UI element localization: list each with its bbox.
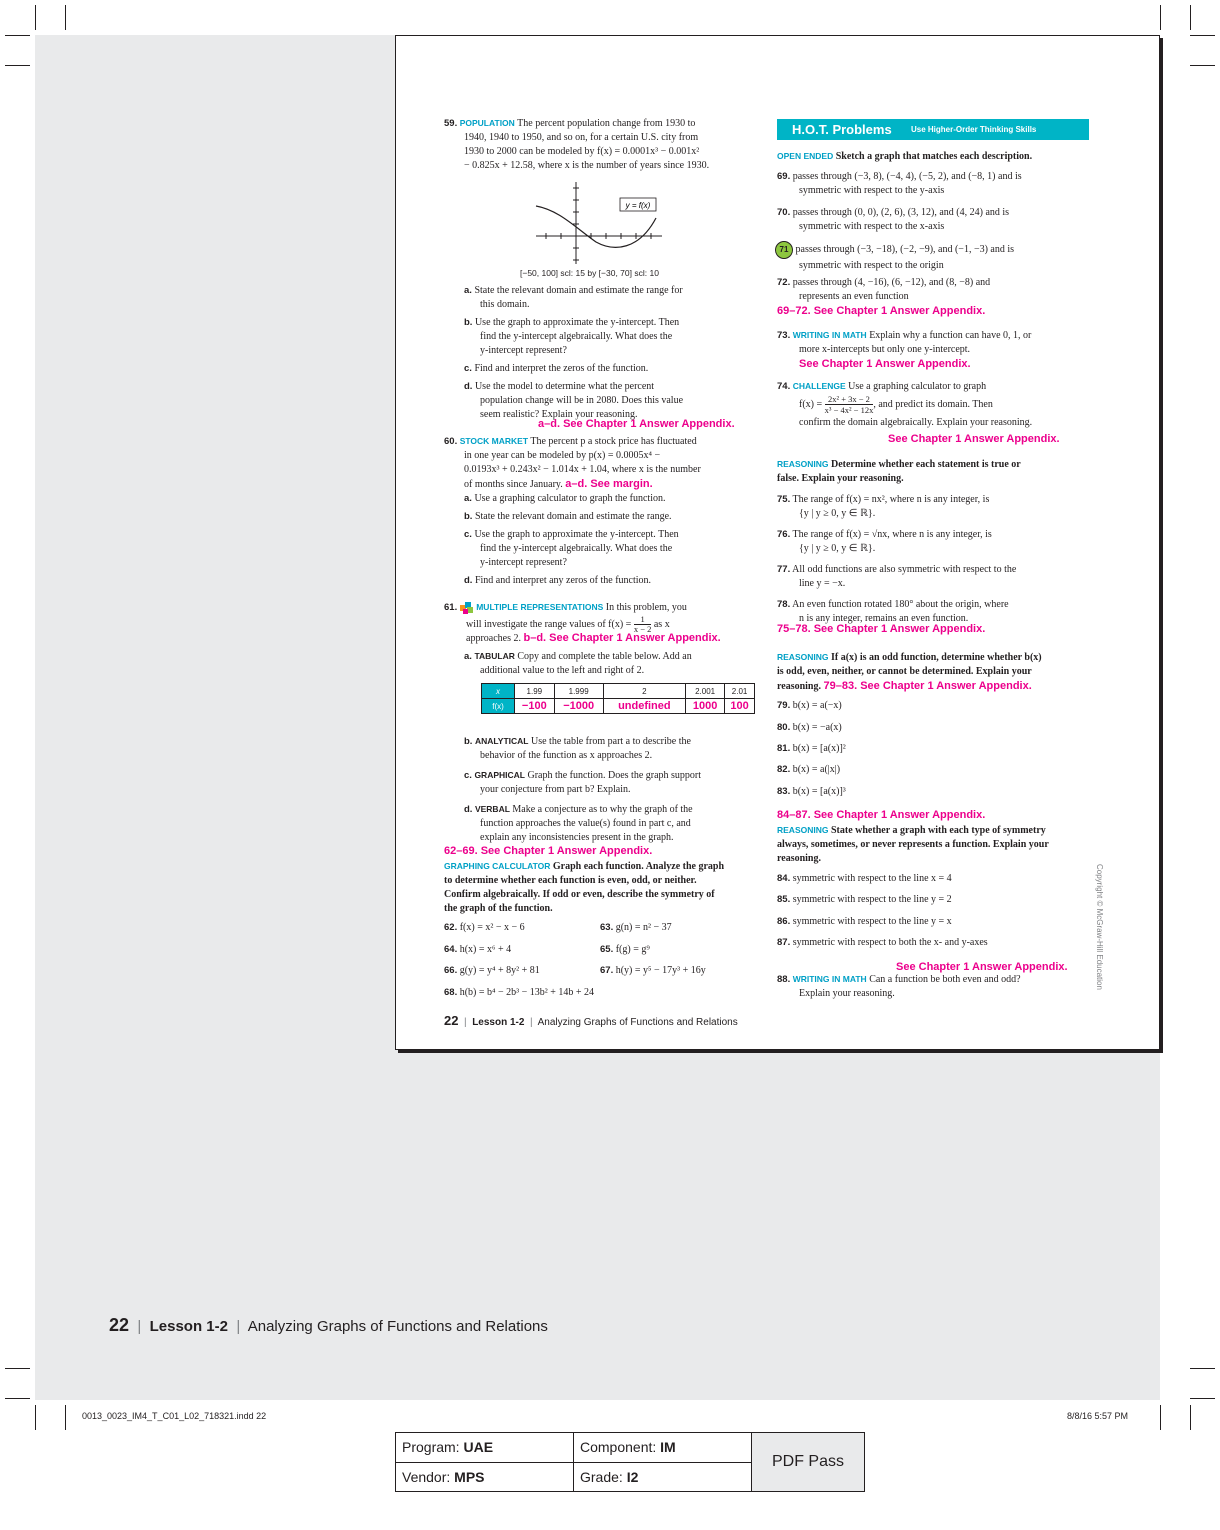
text: Confirm algebraically. If odd or even, describe the symmetry of	[444, 889, 715, 900]
page-footer: 22 | Lesson 1-2 | Analyzing Graphs of Functions and Relations	[444, 1013, 738, 1028]
text: An even function rotated 180° about the origin, where	[792, 599, 1009, 610]
text: In this problem, you	[605, 602, 687, 613]
part-label: a.	[464, 493, 472, 504]
answer-note: a–d. See margin.	[565, 478, 653, 490]
lesson-title: Analyzing Graphs of Functions and Relations	[247, 1318, 548, 1335]
text: b(x) = [a(x)]³	[792, 786, 846, 797]
component-cell	[574, 1433, 752, 1463]
question-71	[777, 241, 1087, 273]
text: will investigate the range values of f(x) =	[466, 618, 632, 630]
text: passes through (−3, −18), (−2, −9), and (−1, −3) and is	[795, 244, 1015, 255]
page-number: 22	[109, 1315, 130, 1335]
question-number: 87.	[777, 937, 791, 948]
question-number: 78.	[777, 599, 791, 610]
text: false. Explain your reasoning.	[777, 473, 904, 484]
section-tag: WRITING IN MATH	[792, 330, 867, 340]
answer-note: See Chapter 1 Answer Appendix.	[896, 961, 1068, 973]
text: h(b) = b⁴ − 2b³ − 13b² + 14b + 24	[459, 987, 595, 998]
text: of months since January.	[464, 479, 563, 490]
lesson-label: Lesson 1-2	[149, 1318, 228, 1335]
text: function approaches the value(s) found in part c, and	[480, 818, 691, 829]
question-61-parts	[464, 734, 764, 845]
exercise-66	[444, 964, 540, 978]
question-72	[777, 276, 1087, 304]
question-number: 69.	[777, 171, 791, 182]
text: Use the model to determine what the percent	[474, 381, 655, 392]
text: y-intercept represent?	[480, 345, 567, 356]
text: State whether a graph with each type of symmetry	[830, 825, 1046, 836]
text: represents an even function	[799, 291, 909, 302]
table-cell: f(x)	[482, 699, 515, 714]
text: The percent p a stock price has fluctuated	[530, 436, 697, 447]
part-label: b.	[464, 511, 473, 522]
part-label: b.	[464, 317, 473, 328]
text: Sketch a graph that matches each description.	[835, 151, 1033, 162]
exercise-85	[777, 893, 952, 907]
part-tag: ANALYTICAL	[474, 736, 529, 746]
question-number: 72.	[777, 277, 791, 288]
table-cell: x	[482, 684, 515, 699]
fraction-denominator: x³ − 4x² − 12x	[824, 405, 874, 415]
answer-note: b–d. See Chapter 1 Answer Appendix.	[523, 632, 721, 644]
text: explain any inconsistencies present in the graph.	[480, 832, 674, 843]
page-image	[395, 35, 1160, 1050]
label: Vendor:	[402, 1468, 451, 1485]
program-cell	[396, 1433, 574, 1463]
text: State the relevant domain and estimate the range for	[474, 285, 683, 296]
text: Use a graphing calculator to graph	[848, 381, 987, 392]
values-table	[481, 683, 755, 714]
table-row	[482, 684, 755, 699]
part-tag: TABULAR	[474, 651, 515, 661]
text: Find and interpret the zeros of the function.	[474, 363, 649, 374]
exercise-82	[777, 763, 840, 777]
crop-mark	[5, 65, 30, 66]
text: All odd functions are also symmetric with respect to the	[792, 564, 1017, 575]
table-row	[396, 1433, 865, 1463]
question-number: 60.	[444, 436, 458, 447]
part-tag: GRAPHICAL	[474, 770, 525, 780]
section-tag: MULTIPLE REPRESENTATIONS	[476, 602, 604, 612]
question-number: 83.	[777, 786, 791, 797]
question-number: 85.	[777, 894, 791, 905]
text: b(x) = a(|x|)	[792, 764, 841, 775]
text: f(x) =	[799, 398, 823, 410]
text: reasoning.	[777, 681, 821, 692]
text: Use the graph to approximate the y-intercept. Then	[474, 529, 679, 540]
fraction-denominator: x − 2	[633, 624, 652, 634]
part-label: c.	[464, 363, 472, 374]
print-slug-table	[395, 1432, 865, 1492]
table-cell: 1.99	[515, 684, 555, 699]
text: f(g) = g⁹	[615, 944, 650, 955]
question-number: 84.	[777, 873, 791, 884]
section-tag: STOCK MARKET	[459, 436, 529, 446]
text: symmetric with respect to the line y = 2	[792, 894, 952, 905]
question-number: 61.	[444, 602, 458, 613]
lesson-label: Lesson 1-2	[472, 1017, 525, 1028]
question-number: 77.	[777, 564, 791, 575]
text: is odd, even, neither, or cannot be determined. Explain your	[777, 666, 1032, 677]
text: your conjecture from part b? Explain.	[480, 784, 631, 795]
question-number: 88.	[777, 974, 791, 985]
question-number: 64.	[444, 944, 458, 955]
answer-note: 62–69. See Chapter 1 Answer Appendix.	[444, 845, 653, 857]
question-73	[777, 328, 1087, 371]
section-tag: REASONING	[777, 459, 829, 469]
crop-mark	[35, 1405, 36, 1430]
text: approaches 2.	[466, 633, 521, 644]
question-76	[777, 528, 1087, 556]
part-label: b.	[464, 736, 473, 747]
table-cell: undefined	[603, 699, 685, 714]
section-tag: GRAPHING CALCULATOR	[444, 861, 551, 871]
part-label: c.	[464, 529, 472, 540]
grade-cell	[574, 1462, 752, 1492]
text: The range of f(x) = nx², where n is any integer, is	[792, 494, 990, 505]
section-tag: REASONING	[777, 652, 829, 662]
question-59-parts	[464, 284, 754, 422]
table-cell: −100	[515, 699, 555, 714]
question-number: 65.	[600, 944, 614, 955]
text: Explain why a function can have 0, 1, or	[869, 330, 1032, 341]
crop-mark	[1190, 65, 1215, 66]
text: additional value to the left and right of 2.	[480, 665, 645, 676]
crop-mark	[1160, 1405, 1161, 1430]
section-tag: OPEN ENDED	[777, 151, 834, 161]
section-tag: WRITING IN MATH	[792, 974, 867, 984]
question-number: 79.	[777, 700, 791, 711]
page-number: 22	[444, 1013, 459, 1028]
question-70	[777, 206, 1087, 234]
exercise-65	[600, 943, 650, 957]
table-cell: −1000	[554, 699, 603, 714]
table-cell: 1.999	[554, 684, 603, 699]
table-cell: 2	[603, 684, 685, 699]
text: 1940, 1940 to 1950, and so on, for a certain U.S. city from	[464, 132, 699, 143]
exercise-67	[600, 964, 706, 978]
question-60-parts	[464, 492, 754, 588]
crop-mark	[5, 35, 30, 36]
crop-mark	[1190, 1398, 1215, 1399]
exercise-83	[777, 785, 846, 799]
question-number: 82.	[777, 764, 791, 775]
part-label: d.	[464, 804, 473, 815]
question-69	[777, 170, 1087, 198]
text: Graph the function. Does the graph support	[527, 770, 702, 781]
crop-mark	[5, 1398, 30, 1399]
question-78	[777, 598, 1087, 626]
hot-problems-banner	[777, 119, 1089, 140]
answer-note: See Chapter 1 Answer Appendix.	[888, 433, 1060, 445]
answer-note: 75–78. See Chapter 1 Answer Appendix.	[777, 623, 986, 635]
question-number: 59.	[444, 118, 458, 129]
question-77	[777, 563, 1087, 591]
question-74	[777, 379, 1087, 430]
fraction	[825, 394, 874, 415]
section-tag: REASONING	[777, 825, 829, 835]
text: Make a conjecture as to why the graph of the	[512, 804, 693, 815]
banner-title: H.O.T. Problems	[792, 122, 892, 137]
question-number: 63.	[600, 922, 614, 933]
text: symmetric with respect to the line y = x	[792, 916, 952, 927]
graph-label: y = f(x)	[625, 201, 651, 210]
text: g(n) = n² − 37	[615, 922, 672, 933]
label: Component:	[580, 1439, 657, 1456]
question-number: 66.	[444, 965, 458, 976]
text: 0.0193x³ + 0.243x² − 1.014x + 1.04, where x is the number	[464, 464, 701, 475]
table-cell: 100	[725, 699, 755, 714]
text: symmetric with respect to the x-axis	[799, 221, 945, 232]
copyright-notice: Copyright © McGraw-Hill Education	[1095, 864, 1104, 990]
text: in one year can be modeled by p(x) = 0.0005x⁴ −	[464, 450, 661, 461]
table-cell: 2.001	[686, 684, 725, 699]
exercise-64	[444, 943, 511, 957]
text: symmetric with respect to the line x = 4	[792, 873, 952, 884]
answer-note: See Chapter 1 Answer Appendix.	[799, 358, 971, 370]
exercise-87	[777, 936, 988, 950]
question-number: 67.	[600, 965, 614, 976]
text: confirm the domain algebraically. Explain your reasoning.	[799, 417, 1033, 428]
text: 1930 to 2000 can be modeled by f(x) = 0.0001x³ − 0.001x²	[464, 146, 700, 157]
text: Use a graphing calculator to graph the function.	[474, 493, 666, 504]
fraction-numerator: 2x² + 3x − 2	[825, 394, 874, 405]
answer-note: a–d. See Chapter 1 Answer Appendix.	[538, 418, 735, 430]
lesson-title: Analyzing Graphs of Functions and Relations	[537, 1017, 738, 1028]
text: population change will be in 2080. Does this value	[480, 395, 684, 406]
text: , and predict its domain. Then	[873, 398, 993, 410]
crop-mark	[5, 1368, 30, 1369]
text: b(x) = [a(x)]²	[792, 743, 846, 754]
text: behavior of the function as x approaches 2.	[480, 750, 653, 761]
text: b(x) = −a(x)	[792, 722, 842, 733]
exercise-81	[777, 742, 846, 756]
vendor-cell	[396, 1462, 574, 1492]
question-75	[777, 493, 1087, 521]
value: MPS	[454, 1468, 485, 1485]
crop-mark	[1190, 5, 1191, 30]
part-label: d.	[464, 575, 473, 586]
value: UAE	[463, 1439, 494, 1456]
text: symmetric with respect to both the x- and y-axes	[792, 937, 988, 948]
text: h(y) = y⁵ − 17y³ + 16y	[615, 965, 706, 976]
text: f(x) = x² − x − 6	[459, 922, 525, 933]
text: Find and interpret any zeros of the function.	[474, 575, 652, 586]
question-number: 75.	[777, 494, 791, 505]
table-cell: 2.01	[725, 684, 755, 699]
status-cell	[752, 1433, 865, 1492]
text: this domain.	[480, 299, 530, 310]
text: State the relevant domain and estimate the range.	[474, 511, 672, 522]
text: {y | y ≥ 0, y ∈ ℝ}.	[799, 543, 876, 554]
table-row	[482, 699, 755, 714]
page-footer-large: 22 | Lesson 1-2 | Analyzing Graphs of Functions and Relations	[109, 1315, 548, 1335]
text: passes through (0, 0), (2, 6), (3, 12), and (4, 24) and is	[792, 207, 1010, 218]
text: g(y) = y⁴ + 8y² + 81	[459, 965, 540, 976]
open-ended-instructions	[777, 149, 1032, 164]
fraction-numerator: 1	[634, 615, 652, 625]
text: find the y-intercept algebraically. What does the	[480, 543, 673, 554]
section-tag: CHALLENGE	[792, 381, 846, 391]
label: Grade:	[580, 1468, 623, 1485]
part-label: d.	[464, 381, 473, 392]
text: Use the table from part a to describe the	[530, 736, 691, 747]
text: y-intercept represent?	[480, 557, 567, 568]
question-60	[444, 434, 754, 492]
text: {y | y ≥ 0, y ∈ ℝ}.	[799, 508, 876, 519]
exercise-68	[444, 986, 594, 1000]
text: seem realistic? Explain your reasoning.	[480, 409, 638, 420]
graphing-calculator-instructions	[444, 859, 759, 916]
question-number: 86.	[777, 916, 791, 927]
exercise-80	[777, 721, 842, 735]
text: Graph each function. Analyze the graph	[552, 861, 725, 872]
question-61-part-a	[464, 649, 764, 678]
reasoning-instructions	[777, 823, 1092, 866]
part-label: a.	[464, 651, 472, 662]
text: h(x) = x⁶ + 4	[459, 944, 512, 955]
text: more x-intercepts but only one y-intercept.	[799, 344, 971, 355]
text: the graph of the function.	[444, 903, 553, 914]
crop-mark	[1190, 1405, 1191, 1430]
answer-note: 79–83. See Chapter 1 Answer Appendix.	[823, 680, 1032, 692]
part-label: c.	[464, 770, 472, 781]
crop-mark	[65, 1405, 66, 1430]
reasoning-instructions	[777, 650, 1092, 694]
question-88	[777, 972, 1087, 1001]
crop-mark	[1160, 5, 1161, 30]
text: The range of f(x) = √nx, where n is any integer, is	[792, 529, 992, 540]
status-badge: PDF Pass	[771, 1453, 844, 1470]
reasoning-instructions	[777, 457, 1087, 486]
text: n is any integer, remains an even function.	[799, 613, 969, 624]
question-59	[444, 116, 754, 173]
table-cell: 1000	[686, 699, 725, 714]
question-number: 62.	[444, 922, 458, 933]
text: passes through (4, −16), (6, −12), and (8, −8) and	[792, 277, 991, 288]
file-name: 0013_0023_IM4_T_C01_L02_718321.indd 22	[82, 1411, 267, 1421]
section-tag: POPULATION	[459, 118, 515, 128]
text: reasoning.	[777, 853, 821, 864]
multiple-representations-icon	[460, 602, 474, 614]
question-61	[444, 600, 764, 646]
text: Can a function be both even and odd?	[869, 974, 1021, 985]
text: b(x) = a(−x)	[792, 700, 842, 711]
exercise-84	[777, 872, 952, 886]
text: find the y-intercept algebraically. What does the	[480, 331, 673, 342]
text: as x	[653, 618, 670, 630]
exercise-79	[777, 699, 842, 713]
answer-note: 84–87. See Chapter 1 Answer Appendix.	[777, 809, 986, 821]
text: passes through (−3, 8), (−4, 4), (−5, 2), and (−8, 1) and is	[792, 171, 1022, 182]
question-number: 68.	[444, 987, 458, 998]
text: Determine whether each statement is true or	[830, 459, 1021, 470]
value: IM	[660, 1439, 676, 1456]
exercise-62	[444, 921, 525, 935]
text: symmetric with respect to the origin	[799, 260, 944, 271]
text: The percent population change from 1930 to	[517, 118, 696, 129]
crop-mark	[35, 5, 36, 30]
question-number: 81.	[777, 743, 791, 754]
text: − 0.825x + 12.58, where x is the number of years since 1930.	[464, 160, 710, 171]
text: line y = −x.	[799, 578, 846, 589]
exercise-86	[777, 915, 952, 929]
text: If a(x) is an odd function, determine whether b(x)	[830, 652, 1042, 663]
text: to determine whether each function is even, odd, or neither.	[444, 875, 697, 886]
question-number: 70.	[777, 207, 791, 218]
value: I2	[626, 1468, 639, 1485]
crop-mark	[1190, 1368, 1215, 1369]
question-number: 76.	[777, 529, 791, 540]
print-date: 8/8/16 5:57 PM	[1067, 1411, 1129, 1421]
part-tag: VERBAL	[474, 804, 510, 814]
population-graph	[534, 178, 664, 268]
question-71-badge: 71	[775, 241, 793, 259]
window-label: [−50, 100] scl: 15 by [−30, 70] scl: 10	[520, 268, 659, 278]
crop-mark	[65, 5, 66, 30]
question-number: 73.	[777, 330, 791, 341]
part-label: a.	[464, 285, 472, 296]
label: Program:	[402, 1439, 460, 1456]
answer-note: 69–72. See Chapter 1 Answer Appendix.	[777, 305, 986, 317]
crop-mark	[1190, 35, 1215, 36]
banner-subtitle: Use Higher-Order Thinking Skills	[911, 125, 1037, 134]
text: Explain your reasoning.	[799, 988, 895, 999]
text: symmetric with respect to the y-axis	[799, 185, 945, 196]
question-number: 80.	[777, 722, 791, 733]
text: Copy and complete the table below. Add an	[517, 651, 692, 662]
exercise-63	[600, 921, 672, 935]
text: always, sometimes, or never represents a function. Explain your	[777, 839, 1049, 850]
question-number: 74.	[777, 381, 791, 392]
text: Use the graph to approximate the y-intercept. Then	[474, 317, 680, 328]
